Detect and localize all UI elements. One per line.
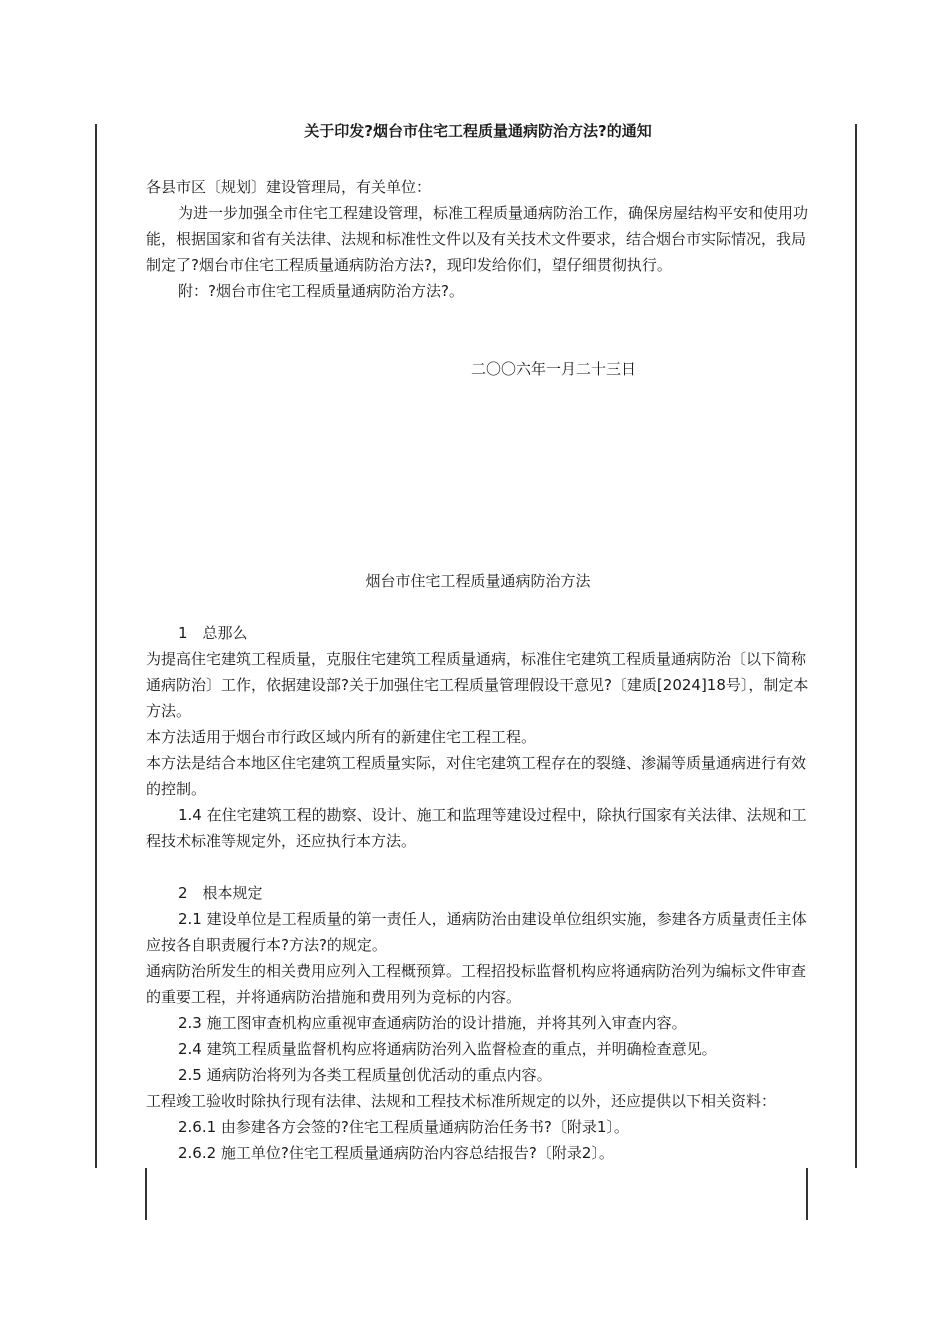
section1-p2: 本方法适用于烟台市行政区域内所有的新建住宅工程工程。 [146, 728, 537, 746]
notice-title: 关于印发?烟台市住宅工程质量通病防治方法?的通知 [304, 122, 652, 140]
frame-right-line [855, 124, 857, 1168]
section1-heading: 1 总那么 [178, 624, 248, 642]
section2-p5: 2.5 通病防治将列为各类工程质量创优活动的重点内容。 [178, 1066, 552, 1084]
section2-heading: 2 根本规定 [178, 884, 263, 902]
document-body [146, 118, 810, 1166]
section2-p6: 工程竣工验收时除执行现有法律、法规和工程技术标准所规定的以外，还应提供以下相关资料： [146, 1092, 777, 1110]
section1-p3: 本方法是结合本地区住宅建筑工程质量实际，对住宅建筑工程存在的裂缝、渗漏等质量通病进行有效的控制。 [146, 754, 807, 798]
section2-p7: 2.6.1 由参建各方会签的?住宅工程质量通病防治任务书?〔附录1〕。 [178, 1118, 629, 1136]
inner-right-line [806, 1168, 808, 1220]
notice-date: 二〇〇六年一月二十三日 [470, 360, 636, 378]
notice-attachment: 附：?烟台市住宅工程质量通病防治方法?。 [178, 282, 464, 300]
section1-p1: 为提高住宅建筑工程质量，克服住宅建筑工程质量通病，标准住宅建筑工程质量通病防治〔以下简称通病防治〕工作，依据建设部?关于加强住宅工程质量管理假设干意见?〔建质[2024]18号〕，制定本方法。 [146, 650, 809, 720]
notice-salutation: 各县市区〔规划〕建设管理局，有关单位： [146, 178, 432, 196]
notice-body: 为进一步加强全市住宅工程建设管理，标准工程质量通病防治工作，确保房屋结构平安和使用功能，根据国家和省有关法律、法规和标准性文件以及有关技术文件要求，结合烟台市实际情况，我局制定了?烟台市住宅工程质量通病防治方法?，现印发给你们，望仔细贯彻执行。 [146, 204, 809, 274]
inner-left-line [145, 1168, 147, 1220]
section2-p2: 通病防治所发生的相关费用应列入工程概预算。工程招投标监督机构应将通病防治列为编标文件审查的重要工程，并将通病防治措施和费用列为竞标的内容。 [146, 962, 807, 1006]
section2-p8: 2.6.2 施工单位?住宅工程质量通病防治内容总结报告?〔附录2〕。 [178, 1144, 614, 1162]
frame-left-line [95, 124, 97, 1168]
section2-p3: 2.3 施工图审查机构应重视审查通病防治的设计措施，并将其列入审查内容。 [178, 1014, 687, 1032]
method-title: 烟台市住宅工程质量通病防治方法 [365, 572, 591, 590]
section2-p4: 2.4 建筑工程质量监督机构应将通病防治列入监督检查的重点，并明确检查意见。 [178, 1040, 717, 1058]
section1-p4: 1.4 在住宅建筑工程的勘察、设计、施工和监理等建设过程中，除执行国家有关法律、法规和工程技术标准等规定外，还应执行本方法。 [146, 806, 807, 850]
section2-p1: 2.1 建设单位是工程质量的第一责任人，通病防治由建设单位组织实施，参建各方质量责任主体应按各自职责履行本?方法?的规定。 [146, 910, 807, 954]
